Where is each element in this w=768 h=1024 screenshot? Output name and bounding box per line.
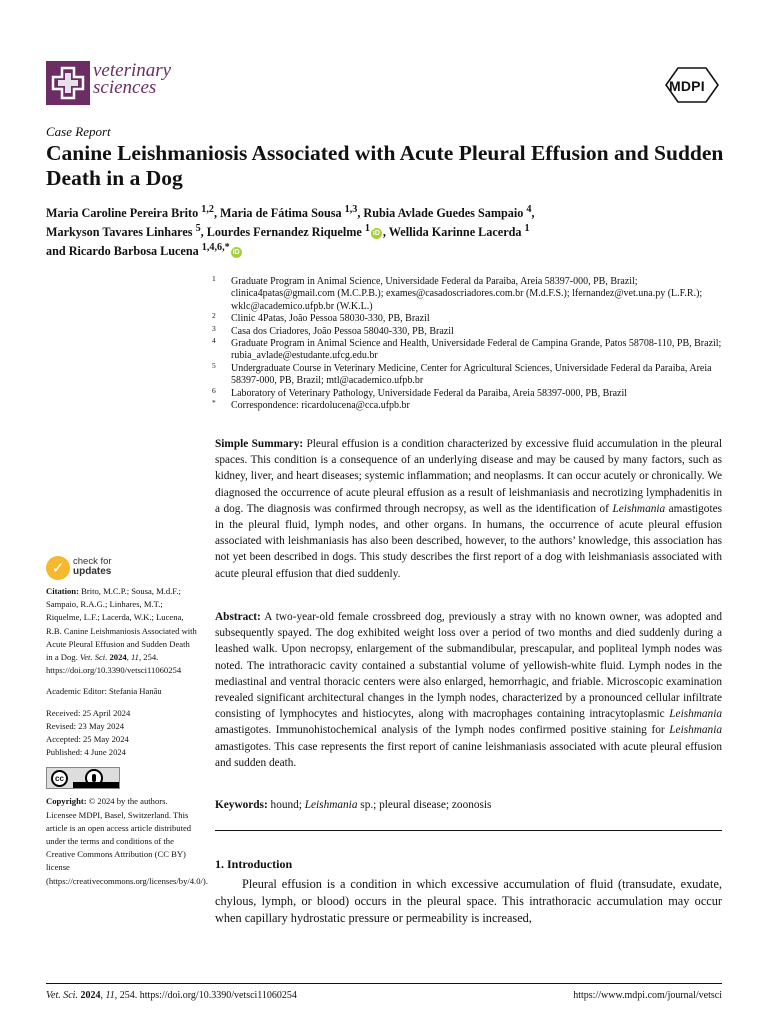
author-affil-sup: 1: [524, 223, 530, 235]
received-date: Received: 25 April 2024: [46, 707, 131, 718]
revised-date: Revised: 23 May 2024: [46, 720, 125, 731]
abstract-italic: Leishmania: [669, 708, 722, 721]
affiliation-list: [212, 276, 732, 412]
affiliation-item: [212, 313, 732, 325]
author-list: Maria Caroline Pereira Brito $^{1,2}$, Maria de Fátima Sousa $^{1,3}$, Rubia Avlade Guedes Sampaio $^4$, Markyson Tavares Linhares $^5$, Lourdes Fernandez Riquelme $^1$ iD , Wellida Karinne Lacerda $^1$ and Ricardo Barbosa Lucena $^{1,4,6,*}$ iD: [46, 204, 535, 259]
simple-summary-text: Pleural effusion is a condition characterized by excessive fluid accumulation in the pleural spaces. This condition is a consequence of an underlying disease and may be caused by many factors, such as kidney, liver, and heart diseases; systemic inflammation; and neoplasms. It can occur acutely or chronically. We diagnosed the occurrence of acute pleural effusion as a result of leishmaniasis and necrotizing lymphadenitis in a dog. The diagnosis was confirmed through necropsy, as well as the identification of: [215, 438, 722, 515]
abstract: [215, 609, 722, 771]
author-name: Maria de Fátima Sousa: [220, 206, 342, 221]
author-affil-sup: 1,4,6,*: [201, 242, 230, 254]
license-strip: [73, 782, 119, 788]
keywords-text: sp.; pleural disease; zoonosis: [357, 799, 492, 811]
keywords: [215, 797, 722, 813]
affiliation-item: [212, 360, 732, 388]
article-title: Canine Leishmaniosis Associated with Acute Pleural Effusion and Sudden Death in a Dog: [46, 141, 724, 190]
introduction-heading: 1. Introduction: [215, 857, 293, 871]
affiliation-item: [212, 338, 732, 363]
author-affil-sup: 1: [364, 223, 370, 235]
footer-year: 2024: [80, 990, 101, 1001]
citation-separator: ,: [126, 652, 131, 663]
affiliation-text: Casa dos Criadores, João Pessoa 58040-330, PB, Brazil: [231, 325, 454, 337]
affiliation-number: 6: [212, 385, 216, 395]
author-affil-sup: 1,3: [344, 204, 358, 215]
citation-volume: 11: [131, 652, 139, 663]
footer-journal: Vet. Sci.: [46, 990, 78, 1001]
introduction-text: Pleural effusion is a condition in which excessive accumulation of fluid (transudate, exudate, chylous, lymph, or blood) occurs in the pleural space. This intrathoracic accumulation may occur when capillary hydrostatic pressure or permeability is increased,: [215, 877, 722, 925]
abstract-text: amastigotes. Immunohistochemical analysis of the lymph nodes confirmed positive staining for: [215, 724, 670, 737]
author-name: Ricardo Barbosa Lucena: [68, 244, 199, 259]
keywords-label: Keywords:: [215, 799, 268, 811]
journal-name-line2: sciences: [93, 77, 157, 98]
author-name: Maria Caroline Pereira Brito: [46, 206, 199, 221]
academic-editor: Academic Editor: Stefania Hanău: [46, 686, 162, 697]
author-affil-sup: 1,2: [201, 204, 214, 215]
affiliation-text: Laboratory of Veterinary Pathology, Universidade Federal da Paraiba, Areia 58397-000, PB, Brazil: [231, 387, 628, 399]
footer-doi[interactable]: , 254. https://doi.org/10.3390/vetsci11060254: [114, 990, 297, 1001]
check-updates-line2: updates: [73, 566, 112, 577]
keywords-italic: Leishmania: [304, 799, 358, 811]
abstract-text: A two-year-old female crossbreed dog, previously a stray with no known owner, was adopted and subsequently spayed. The dog exhibited weight loss over a period of two months and died suddenly during a leashed walk. Upon necropsy, enlargement of the submandibular, prescapular, and popliteal lymph nodes was noted. The intrathoracic cavity contained a substantial volume of yellowish-white fluid. Lymph nodes in the mediastinal and ventral thoracic centers were also enlarged, hemorrhagic, and friable. Microscopic examination revealed significant architectural changes in the lymph nodes, characterized by a pronounced cellular infiltrate consisting of lymphocytes and histiocytes, along with macrophages containing intracytoplasmic: [215, 611, 722, 721]
article-sidebar: [46, 585, 208, 896]
affiliation-item: [212, 385, 732, 400]
cc-by-license-icon[interactable]: [46, 767, 120, 789]
citation-label: Citation:: [46, 586, 79, 596]
affiliation-number: 4: [212, 336, 216, 346]
simple-summary-italic: Leishmania: [612, 502, 666, 515]
affiliation-number: 3: [212, 323, 216, 333]
author-name: Markyson Tavares Linhares: [46, 225, 193, 240]
citation-doi[interactable]: , 254. https://doi.org/10.3390/vetsci11060254: [46, 652, 182, 676]
check-updates-icon: ✓: [46, 556, 70, 580]
affiliation-item: [212, 323, 732, 338]
journal-name-line1: veterinary: [93, 60, 172, 81]
abstract-italic: Leishmania: [669, 724, 722, 737]
citation-journal: Vet. Sci.: [79, 652, 108, 663]
author-affil-sup: 4: [526, 204, 532, 215]
abstract-text: amastigotes. This case represents the first report of canine leishmaniasis associated with acute pleural effusion and sudden death.: [215, 740, 722, 769]
dates: [46, 707, 198, 760]
check-for-updates-button[interactable]: [46, 556, 166, 580]
abstract-label: Abstract:: [215, 611, 261, 623]
author-name: Rubia Avlade Guedes Sampaio: [363, 206, 524, 221]
check-updates-line1: check for: [73, 556, 112, 567]
affiliation-number: 5: [212, 360, 216, 370]
author-name: Wellida Karinne Lacerda: [388, 225, 522, 240]
author-and: and: [46, 244, 66, 259]
author-affil-sup: 5: [195, 223, 201, 235]
article-type: Case Report: [46, 124, 111, 139]
publisher-name: MDPI: [669, 78, 705, 94]
citation: [46, 585, 198, 677]
affiliation-number: 1: [212, 274, 216, 283]
orcid-icon[interactable]: iD: [232, 248, 240, 256]
correspondence-item: [212, 400, 732, 412]
footer-journal-url[interactable]: https://www.mdpi.com/journal/vetsci: [573, 990, 722, 1001]
copyright-text: © 2024 by the authors. Licensee MDPI, Basel, Switzerland. This article is an open access article distributed under the terms and conditions of the Creative Commons Attribution (CC BY) license (https://creativecommons.org/licenses/by/4.0/).: [46, 796, 208, 886]
published-date: Published: 4 June 2024: [46, 747, 126, 758]
affiliation-text: Graduate Program in Animal Science and Health, Universidade Federal de Campina Grande, Patos 58708-110, PB, Brazil; rubia_avlade@estudante.ufcg.edu.br: [231, 338, 722, 362]
affiliation-text: Graduate Program in Animal Science, Universidade Federal da Paraiba, Areia 58397-000, PB, Brazil; clinica4patas@gmail.com (M.C.P.B.); exames@casadoscriadores.com.br (M.d.F.S.); lfernandez@vet.una.py (L.F.R.); wklc@academico.ufpb.br (W.K.L.): [231, 276, 703, 312]
citation-text: Brito, M.C.P.; Sousa, M.d.F.; Sampaio, R.A.G.; Linhares, M.T.; Riquelme, L.F.; Lacerda, W.K.; Lucena, R.B. Canine Leishmaniosis Associated with Acute Pleural Effusion and Sudden Death in a Dog.: [46, 586, 197, 663]
affiliation-text: Clinic 4Patas, João Pessoa 58030-330, PB, Brazil: [231, 313, 430, 325]
footer-divider: [46, 983, 722, 984]
check-updates-label: [73, 557, 112, 577]
affiliation-number: 2: [212, 311, 216, 321]
affiliation-text: Undergraduate Course in Veterinary Medicine, Center for Agricultural Sciences, Universidade Federal da Paraiba, Areia 58397-000, PB, Brazil; mtl@academico.ufpb.br: [231, 362, 712, 387]
journal-name: [93, 62, 171, 96]
author-name: Lourdes Fernandez Riquelme: [206, 225, 362, 240]
keywords-text: hound;: [267, 799, 305, 811]
citation-year: 2024: [107, 652, 127, 663]
footer-volume: 11: [105, 990, 115, 1001]
journal-logo: [46, 61, 196, 105]
simple-summary-label: Simple Summary:: [215, 438, 304, 450]
accepted-date: Accepted: 25 May 2024: [46, 734, 129, 745]
orcid-icon[interactable]: iD: [372, 229, 380, 237]
footer-citation: Vet. Sci. 2024, 11, 254. https://doi.org/10.3390/vetsci11060254: [46, 990, 297, 1001]
simple-summary: [215, 436, 722, 582]
affiliation-number: *: [212, 398, 216, 408]
correspondence-text: Correspondence: ricardolucena@cca.ufpb.br: [231, 400, 410, 412]
cc-logo-icon: cc: [51, 770, 68, 787]
publisher-logo: [664, 66, 720, 104]
copyright-label: Copyright:: [46, 796, 87, 807]
affiliation-item: [212, 276, 732, 313]
journal-emblem-icon: [46, 61, 90, 105]
simple-summary-text: amastigotes in the pleural fluid, lymph nodes, and other organs. In humans, the occurrence of acute pleural effusion associated with leishmaniasis has also been described, however, to the authors’ knowledge, this association has not yet been described in dogs. This study describes the first report of a dog with leishmaniasis associated with acute pleural effusion that died suddenly.: [215, 502, 722, 580]
copyright: [46, 795, 208, 887]
section-divider: [215, 830, 722, 831]
